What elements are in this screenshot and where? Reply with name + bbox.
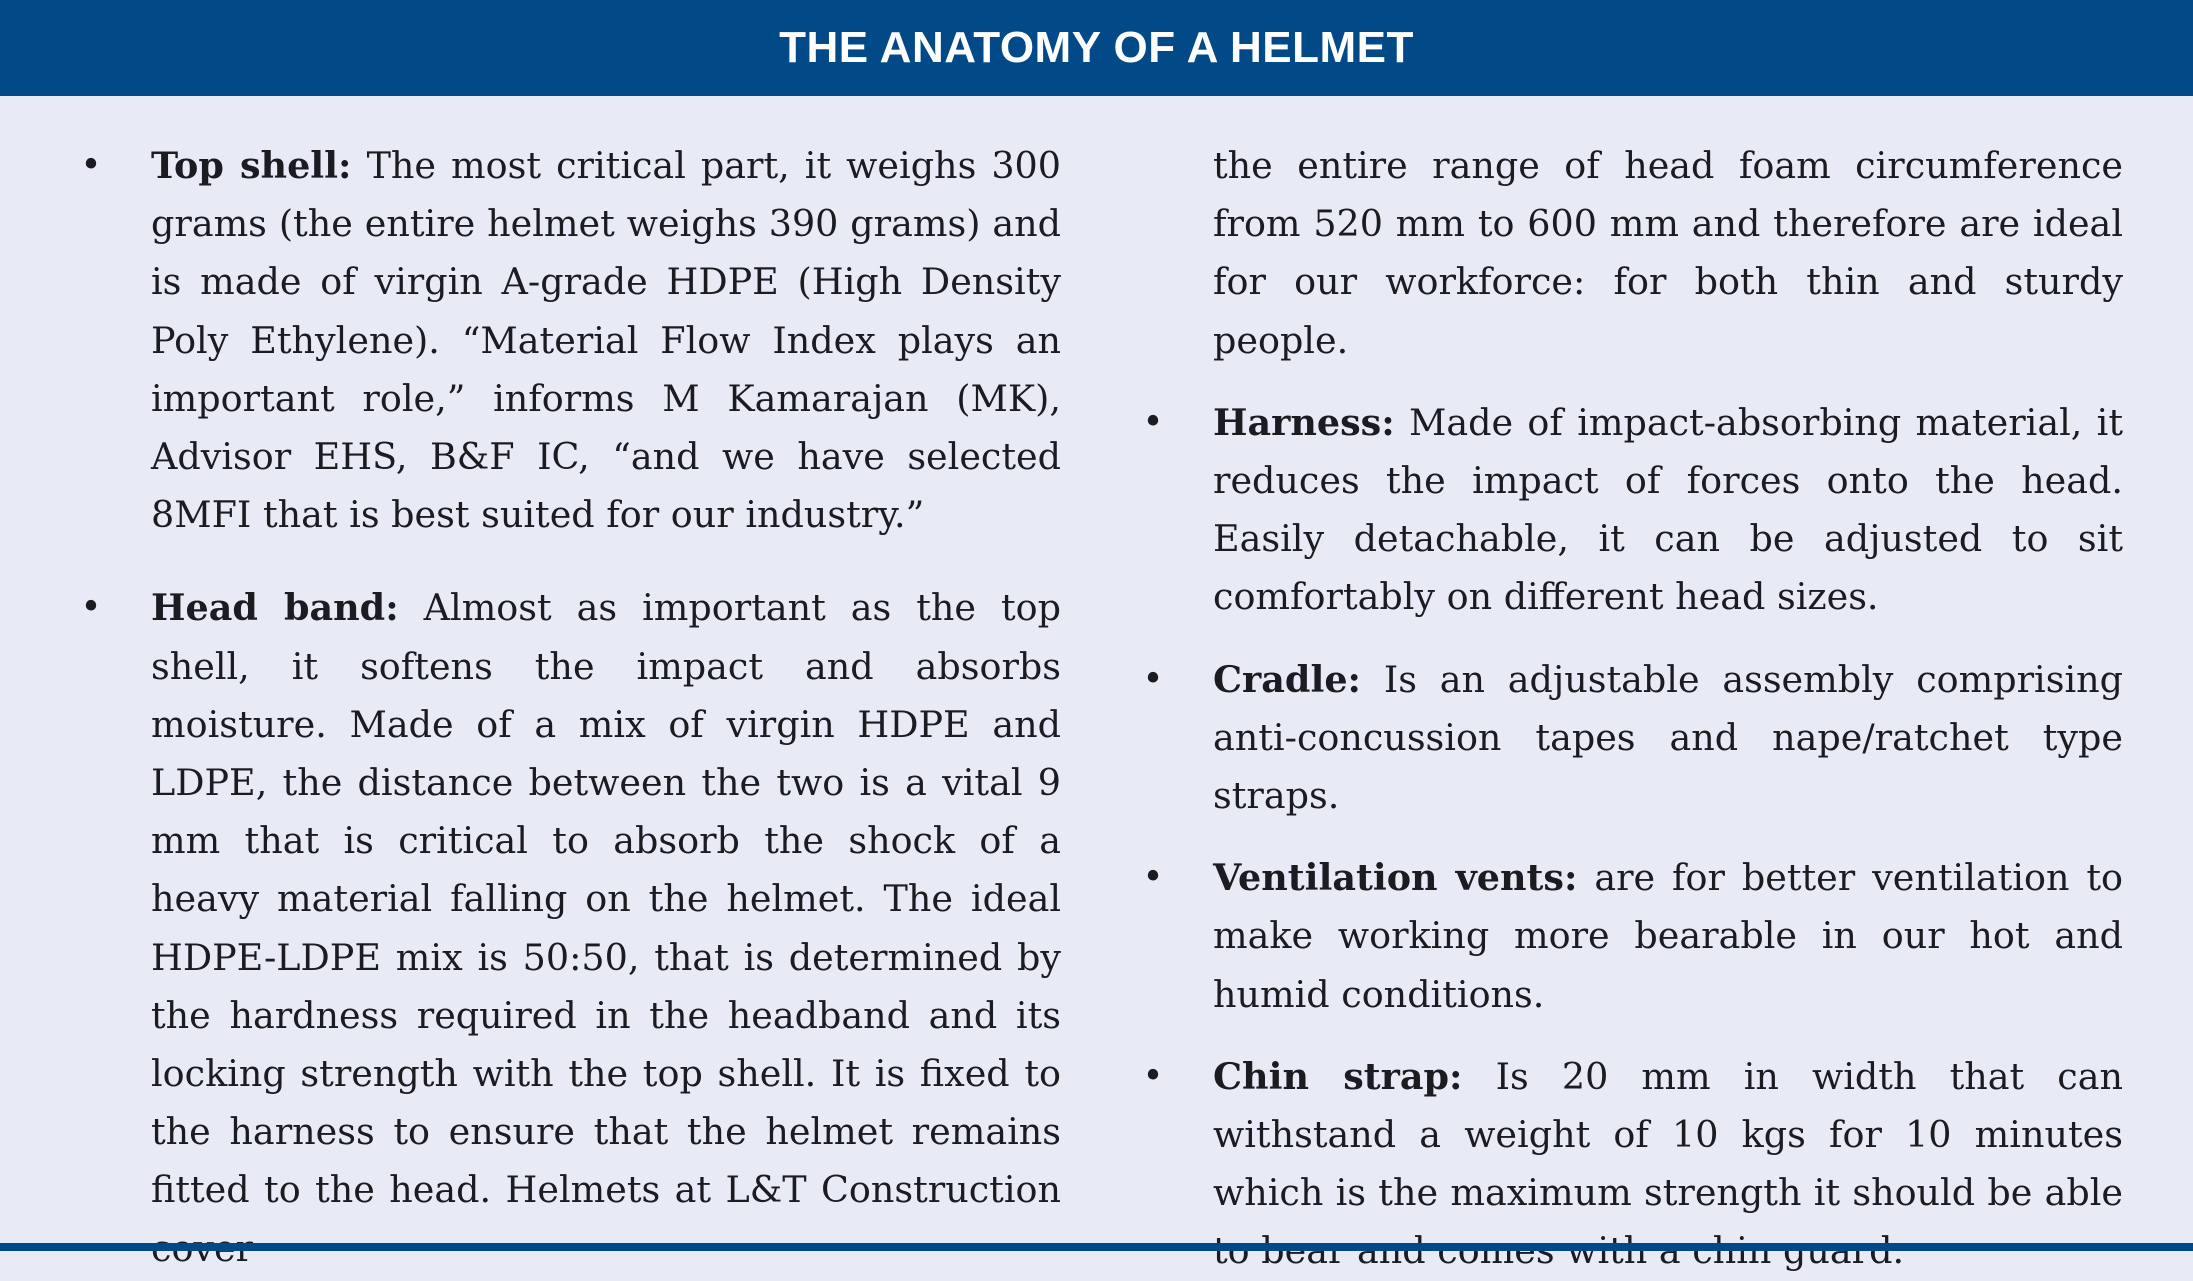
item-text: Made of impact-absorbing material, it reduces the impact of forces onto the head. Easily detachable, it can be adjusted to sit comfortably on different head sizes. — [1213, 400, 2123, 619]
list-item-ventilation-vents — [1142, 849, 2123, 1024]
left-column — [80, 137, 1062, 1278]
bullet-icon: • — [1142, 857, 1164, 899]
list-item-cradle — [1142, 651, 2123, 826]
item-text: Is an adjustable assembly comprising anti-concussion tapes and nape/ratchet type straps. — [1213, 657, 2123, 818]
bullet-icon: • — [1142, 1055, 1164, 1097]
item-term: Cradle: — [1213, 657, 1362, 701]
page-title: THE ANATOMY OF A HELMET — [779, 23, 1414, 72]
item-text: The most critical part, it weighs 300 grams (the entire helmet weighs 390 grams) and is made of virgin A-grade HDPE (High Density Poly Ethylene). “Material Flow Index plays an important role,” informs M Kamarajan (MK), Advisor EHS, B&F IC, “and we have selected 8MFI that is best suited for our industry.” — [151, 144, 1062, 537]
item-term: Ventilation vents: — [1213, 856, 1578, 900]
item-text: are for better ventilation to make working more bearable in our hot and humid conditions. — [1213, 856, 2123, 1016]
item-text: Almost as important as the top shell, it softens the impact and absorbs moisture. Made of a mix of virgin HDPE and LDPE, the distance between the two is a vital 9 mm that is critical to absorb the shock of a heavy material falling on the helmet. The ideal HDPE-LDPE mix is 50:50, that is determined by the hardness required in the headband and its locking strength with the top shell. It is fixed to the harness to ensure that the helmet remains fitted to the head. Helmets at L&T Construction — [151, 586, 1061, 1212]
bullet-icon: • — [1142, 658, 1164, 700]
right-column — [1142, 137, 2123, 1281]
item-term: Top shell: — [151, 144, 352, 187]
list-item-top-shell — [80, 137, 1062, 544]
list-item-continuation — [1213, 137, 2123, 370]
continuation-text: the entire range of head foam circumference from 520 mm to 600 mm and therefore are ideal for our workforce: for both thin and sturdy people. — [1213, 144, 2123, 362]
item-text: Is 20 mm in width that can withstand a weight of 10 kgs for 10 minutes which is the maximum strength it should be able — [1213, 1054, 2123, 1215]
title-banner — [0, 0, 2193, 96]
bottom-rule — [0, 1243, 2193, 1251]
item-term: Head band: — [151, 586, 399, 630]
item-term: Harness: — [1213, 400, 1395, 444]
bullet-icon: • — [80, 145, 102, 186]
item-term: Chin strap: — [1213, 1054, 1463, 1098]
bullet-icon: • — [1142, 401, 1164, 443]
list-item-harness — [1142, 394, 2123, 627]
bullet-icon: • — [80, 587, 102, 629]
list-item-head-band — [80, 579, 1061, 1277]
